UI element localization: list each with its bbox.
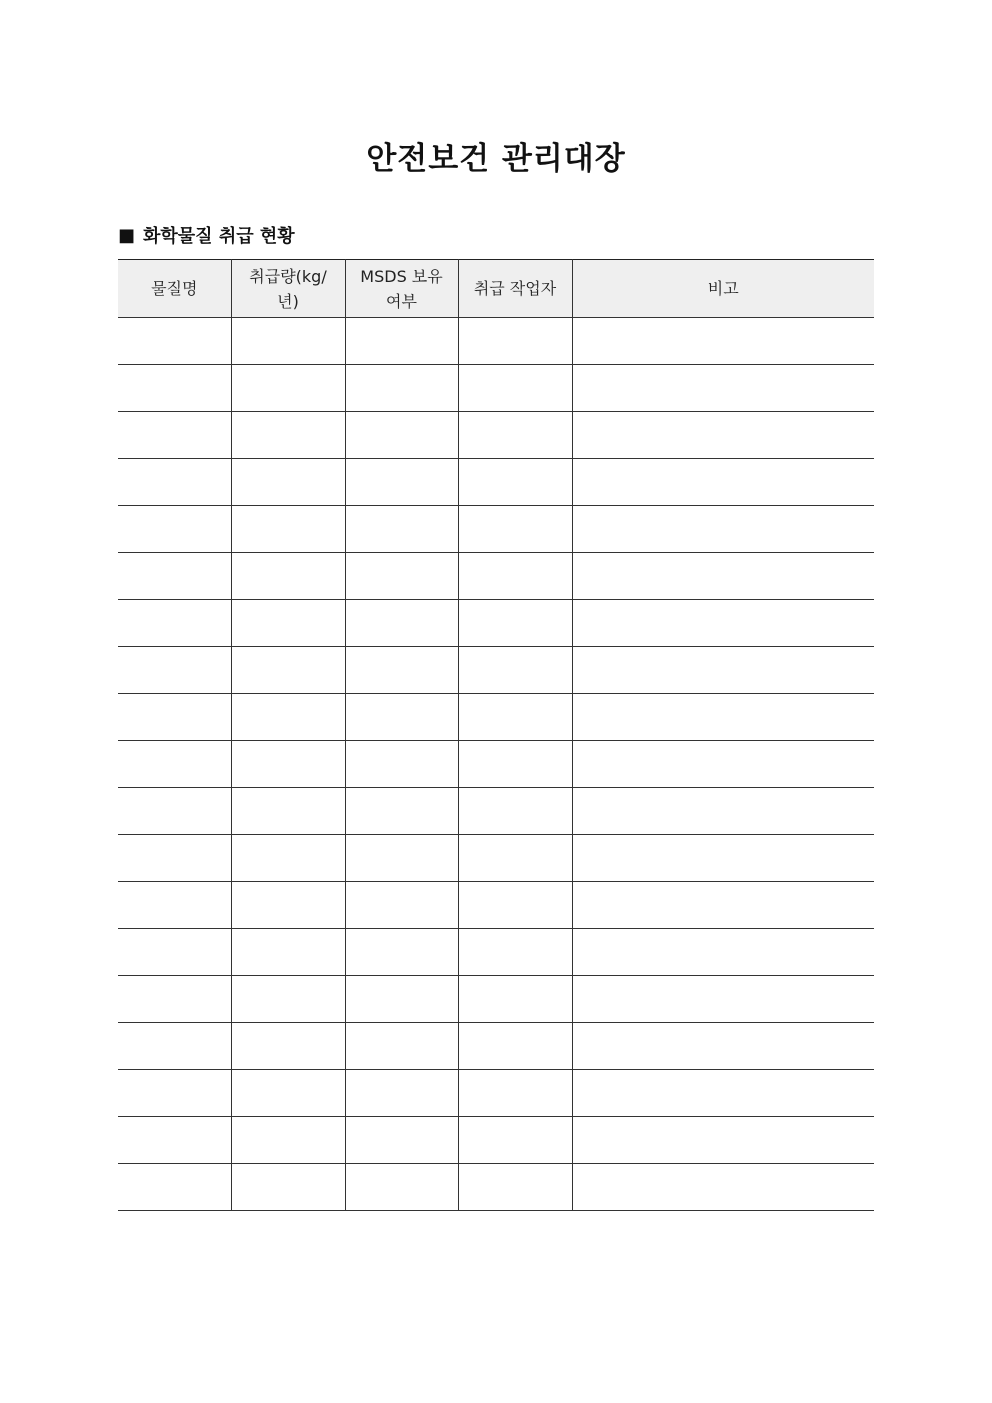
cell-substance-name[interactable] [118, 694, 231, 741]
cell-handling-quantity[interactable] [231, 835, 345, 882]
cell-handling-worker[interactable] [458, 882, 572, 929]
cell-msds-held[interactable] [345, 976, 458, 1023]
page-title: 안전보건 관리대장 [366, 141, 626, 177]
cell-msds-held[interactable] [345, 741, 458, 788]
cell-handling-worker[interactable] [458, 318, 572, 365]
table-row [118, 365, 874, 412]
cell-handling-worker[interactable] [458, 459, 572, 506]
header-handling-worker [458, 260, 572, 318]
cell-handling-worker[interactable] [458, 741, 572, 788]
cell-remarks[interactable] [572, 694, 874, 741]
table-row [118, 835, 874, 882]
table-body [118, 318, 874, 1211]
cell-handling-quantity[interactable] [231, 882, 345, 929]
cell-handling-quantity[interactable] [231, 741, 345, 788]
cell-remarks[interactable] [572, 788, 874, 835]
cell-handling-worker[interactable] [458, 788, 572, 835]
cell-handling-quantity[interactable] [231, 459, 345, 506]
cell-remarks[interactable] [572, 506, 874, 553]
cell-remarks[interactable] [572, 1117, 874, 1164]
cell-handling-quantity[interactable] [231, 553, 345, 600]
header-line: 년) [277, 291, 299, 311]
header-line: 비고 [707, 279, 739, 298]
cell-remarks[interactable] [572, 929, 874, 976]
header-handling-quantity [231, 260, 345, 318]
cell-handling-worker[interactable] [458, 1070, 572, 1117]
cell-msds-held[interactable] [345, 1117, 458, 1164]
cell-substance-name[interactable] [118, 929, 231, 976]
cell-handling-quantity[interactable] [231, 1164, 345, 1211]
cell-handling-quantity[interactable] [231, 1070, 345, 1117]
cell-handling-worker[interactable] [458, 1164, 572, 1211]
cell-substance-name[interactable] [118, 459, 231, 506]
cell-substance-name[interactable] [118, 1117, 231, 1164]
table-row [118, 459, 874, 506]
table-row [118, 412, 874, 459]
cell-handling-worker[interactable] [458, 647, 572, 694]
cell-msds-held[interactable] [345, 365, 458, 412]
cell-handling-quantity[interactable] [231, 694, 345, 741]
cell-msds-held[interactable] [345, 1023, 458, 1070]
header-line: 취급 작업자 [473, 279, 557, 298]
table-row [118, 929, 874, 976]
table-row [118, 1070, 874, 1117]
cell-remarks[interactable] [572, 412, 874, 459]
cell-handling-worker[interactable] [458, 506, 572, 553]
cell-msds-held[interactable] [345, 929, 458, 976]
cell-msds-held[interactable] [345, 506, 458, 553]
cell-handling-quantity[interactable] [231, 929, 345, 976]
cell-handling-quantity[interactable] [231, 1117, 345, 1164]
cell-msds-held[interactable] [345, 318, 458, 365]
cell-substance-name[interactable] [118, 506, 231, 553]
cell-handling-worker[interactable] [458, 694, 572, 741]
cell-remarks[interactable] [572, 1023, 874, 1070]
table-header-row [118, 260, 874, 318]
cell-msds-held[interactable] [345, 694, 458, 741]
cell-handling-worker[interactable] [458, 1023, 572, 1070]
table-row [118, 694, 874, 741]
cell-handling-worker[interactable] [458, 365, 572, 412]
header-line: 여부 [386, 291, 417, 311]
cell-remarks[interactable] [572, 835, 874, 882]
cell-substance-name[interactable] [118, 318, 231, 365]
cell-msds-held[interactable] [345, 835, 458, 882]
cell-substance-name[interactable] [118, 976, 231, 1023]
cell-msds-held[interactable] [345, 412, 458, 459]
cell-substance-name[interactable] [118, 788, 231, 835]
cell-substance-name[interactable] [118, 412, 231, 459]
cell-handling-worker[interactable] [458, 412, 572, 459]
table-row [118, 1117, 874, 1164]
table-row [118, 318, 874, 365]
cell-handling-worker[interactable] [458, 1117, 572, 1164]
header-line: 물질명 [151, 279, 198, 298]
cell-remarks[interactable] [572, 647, 874, 694]
cell-substance-name[interactable] [118, 365, 231, 412]
table-row [118, 882, 874, 929]
cell-msds-held[interactable] [345, 647, 458, 694]
cell-handling-quantity[interactable] [231, 318, 345, 365]
cell-remarks[interactable] [572, 365, 874, 412]
cell-msds-held[interactable] [345, 600, 458, 647]
table-row [118, 1164, 874, 1211]
cell-remarks[interactable] [572, 976, 874, 1023]
cell-handling-quantity[interactable] [231, 600, 345, 647]
cell-remarks[interactable] [572, 1164, 874, 1211]
table-row [118, 647, 874, 694]
cell-msds-held[interactable] [345, 1070, 458, 1117]
header-line: 취급량(kg/ [249, 266, 327, 286]
cell-handling-worker[interactable] [458, 835, 572, 882]
cell-msds-held[interactable] [345, 788, 458, 835]
cell-substance-name[interactable] [118, 741, 231, 788]
chemical-handling-table [118, 259, 874, 1211]
cell-substance-name[interactable] [118, 1070, 231, 1117]
header-line: MSDS 보유 [360, 266, 443, 286]
cell-substance-name[interactable] [118, 600, 231, 647]
cell-msds-held[interactable] [345, 882, 458, 929]
header-substance-name [118, 260, 231, 318]
cell-handling-quantity[interactable] [231, 647, 345, 694]
cell-remarks[interactable] [572, 553, 874, 600]
cell-remarks[interactable] [572, 1070, 874, 1117]
square-bullet-icon: ■ [118, 224, 136, 246]
table-row [118, 553, 874, 600]
cell-remarks[interactable] [572, 459, 874, 506]
cell-remarks[interactable] [572, 600, 874, 647]
cell-handling-quantity[interactable] [231, 788, 345, 835]
header-msds-held [345, 260, 458, 318]
cell-substance-name[interactable] [118, 1164, 231, 1211]
cell-remarks[interactable] [572, 318, 874, 365]
cell-remarks[interactable] [572, 882, 874, 929]
cell-msds-held[interactable] [345, 1164, 458, 1211]
cell-msds-held[interactable] [345, 553, 458, 600]
cell-substance-name[interactable] [118, 553, 231, 600]
cell-handling-worker[interactable] [458, 553, 572, 600]
cell-substance-name[interactable] [118, 647, 231, 694]
cell-handling-worker[interactable] [458, 929, 572, 976]
section-heading [118, 222, 295, 248]
cell-substance-name[interactable] [118, 835, 231, 882]
cell-handling-quantity[interactable] [231, 365, 345, 412]
cell-remarks[interactable] [572, 741, 874, 788]
cell-msds-held[interactable] [345, 459, 458, 506]
cell-handling-quantity[interactable] [231, 976, 345, 1023]
cell-handling-quantity[interactable] [231, 412, 345, 459]
section-heading-label: 화학물질 취급 현황 [143, 226, 295, 247]
table-row [118, 600, 874, 647]
table-row [118, 788, 874, 835]
cell-handling-worker[interactable] [458, 600, 572, 647]
cell-handling-worker[interactable] [458, 976, 572, 1023]
cell-handling-quantity[interactable] [231, 1023, 345, 1070]
header-remarks [572, 260, 874, 318]
table-row [118, 506, 874, 553]
table-row [118, 1023, 874, 1070]
table-row [118, 976, 874, 1023]
table-row [118, 741, 874, 788]
cell-substance-name[interactable] [118, 1023, 231, 1070]
cell-handling-quantity[interactable] [231, 506, 345, 553]
cell-substance-name[interactable] [118, 882, 231, 929]
